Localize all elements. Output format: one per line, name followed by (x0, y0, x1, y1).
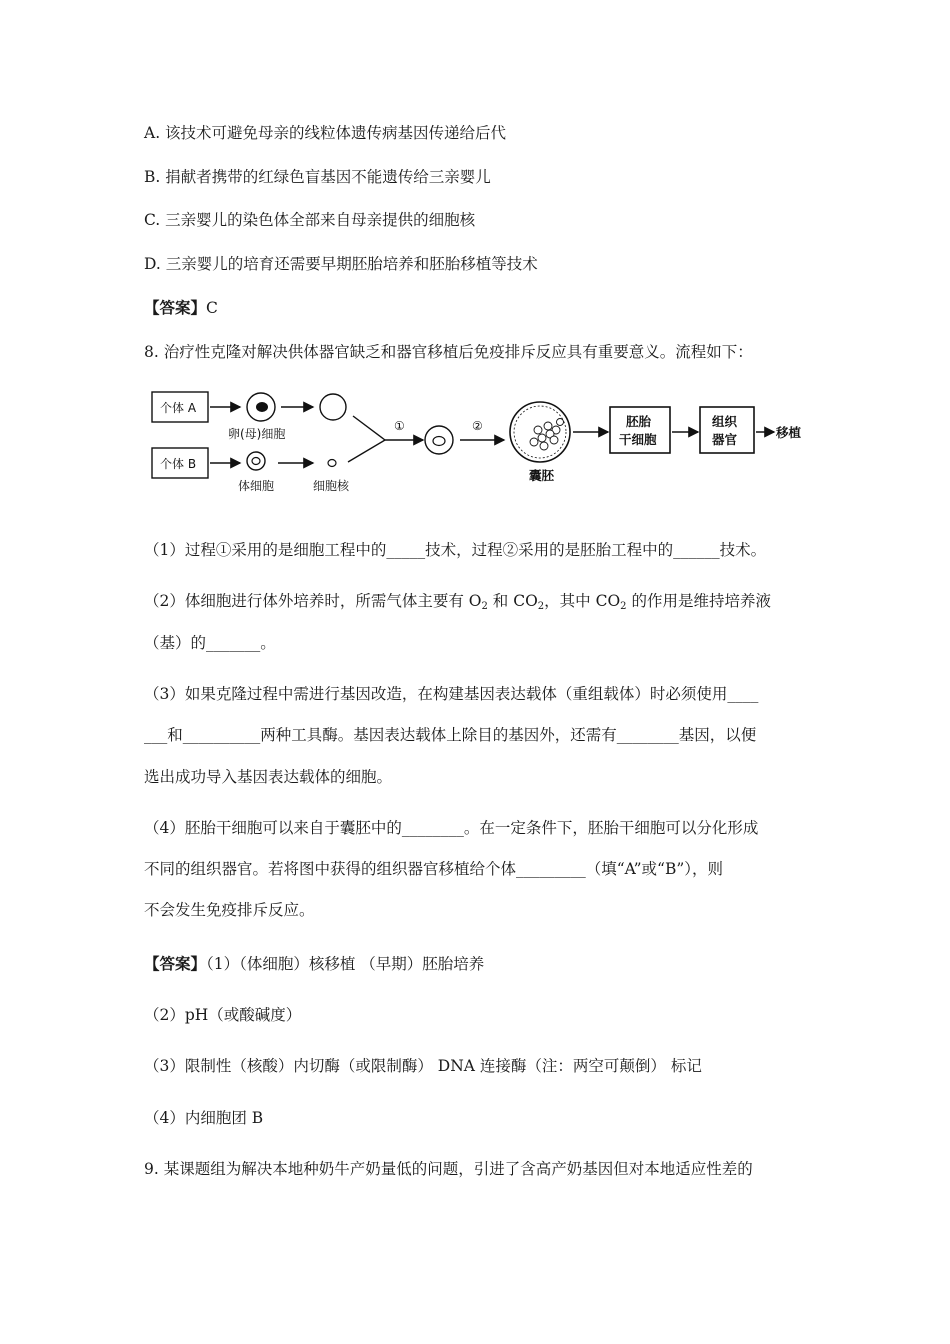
q8-answer-4: （4）内细胞团 B (144, 1109, 264, 1127)
q8-part-1: （1）过程①采用的是细胞工程中的_____技术，过程②采用的是胚胎工程中的______技术。 (144, 541, 767, 559)
question-9-stem: 9. 某课题组为解决本地种奶牛产奶量低的问题，引进了含高产奶基因但对本地适应性差的 (144, 1160, 753, 1178)
enucleated-egg-icon (320, 394, 346, 420)
blastocyst-label: 囊胚 (529, 468, 555, 483)
p2-sub-3: 2 (620, 601, 627, 612)
option-d: D. 三亲婴儿的培育还需要早期胚胎培养和胚胎移植等技术 (144, 255, 538, 273)
esc-label-line1: 胚胎 (626, 414, 652, 429)
egg-cell-label: 卵(母)细胞 (228, 427, 286, 441)
q7-answer (144, 298, 218, 318)
step-1-label: ① (394, 419, 405, 433)
individual-a-label: 个体 A (160, 401, 197, 415)
transplant-label: 移植 (776, 425, 802, 440)
body-cell-label: 体细胞 (238, 479, 275, 493)
p2-text-4: 的作用是维持培养液 (626, 592, 771, 610)
p2-sub-2: 2 (537, 601, 545, 612)
q8-part-3-line-3: 选出成功导入基因表达载体的细胞。 (144, 768, 393, 786)
p2-text-1: （2）体细胞进行体外培养时，所需气体主要有 O (144, 592, 482, 610)
individual-b-label: 个体 B (160, 457, 197, 471)
q8-answer-2: （2）pH（或酸碱度） (144, 1006, 302, 1024)
blastocyst-icon (510, 402, 570, 462)
answer-value: C (206, 299, 218, 317)
esc-label-line2: 干细胞 (619, 432, 657, 447)
option-c: C. 三亲婴儿的染色体全部来自母亲提供的细胞核 (144, 211, 476, 229)
question-8-stem: 8. 治疗性克隆对解决供体器官缺乏和器官移植后免疫排斥反应具有重要意义。流程如下： (144, 343, 753, 361)
organ-label-line2: 器官 (712, 432, 738, 447)
q8-part-4-line-2: 不同的组织器官。若将图中获得的组织器官移植给个体_________（填“A”或“B”），则 (144, 860, 724, 878)
q8-part-2-line-1 (144, 591, 771, 611)
q8-part-4-line-3: 不会发生免疫排斥反应。 (144, 901, 315, 919)
organ-label-line1: 组织 (712, 414, 738, 429)
answer-label: 【答案】 (144, 298, 207, 317)
q8-answer-1 (144, 954, 484, 974)
answer-label: 【答案】 (144, 954, 207, 973)
option-b: B. 捐献者携带的红绿色盲基因不能遗传给三亲婴儿 (144, 168, 491, 186)
cloning-flow-diagram (148, 382, 808, 498)
q8-part-3-line-2: ___和__________两种工具酶。基因表达载体上除目的基因外，还需有________基因，以便 (144, 726, 757, 744)
answer-1-text: （1）（体细胞）核移植 （早期）胚胎培养 (206, 955, 485, 973)
q8-part-2-line-2: （基）的_______。 (144, 634, 276, 652)
q8-part-4-line-1: （4）胚胎干细胞可以来自于囊胚中的________。在一定条件下，胚胎干细胞可以分化形成 (144, 819, 759, 837)
nucleus-icon (328, 460, 336, 467)
nucleus-label: 细胞核 (313, 479, 350, 493)
p2-sub-1: 2 (481, 601, 488, 612)
step-2-label: ② (472, 419, 483, 433)
q8-part-3-line-1: （3）如果克隆过程中需进行基因改造，在构建基因表达载体（重组载体）时必须使用____ (144, 685, 759, 703)
option-a: A. 该技术可避免母亲的线粒体遗传病基因传递给后代 (144, 124, 507, 142)
p2-text-2: 和 CO (487, 592, 538, 610)
p2-text-3: ，其中 CO (544, 592, 621, 610)
q8-answer-3: （3）限制性（核酸）内切酶（或限制酶） DNA 连接酶（注：两空可颠倒） 标记 (144, 1057, 702, 1075)
